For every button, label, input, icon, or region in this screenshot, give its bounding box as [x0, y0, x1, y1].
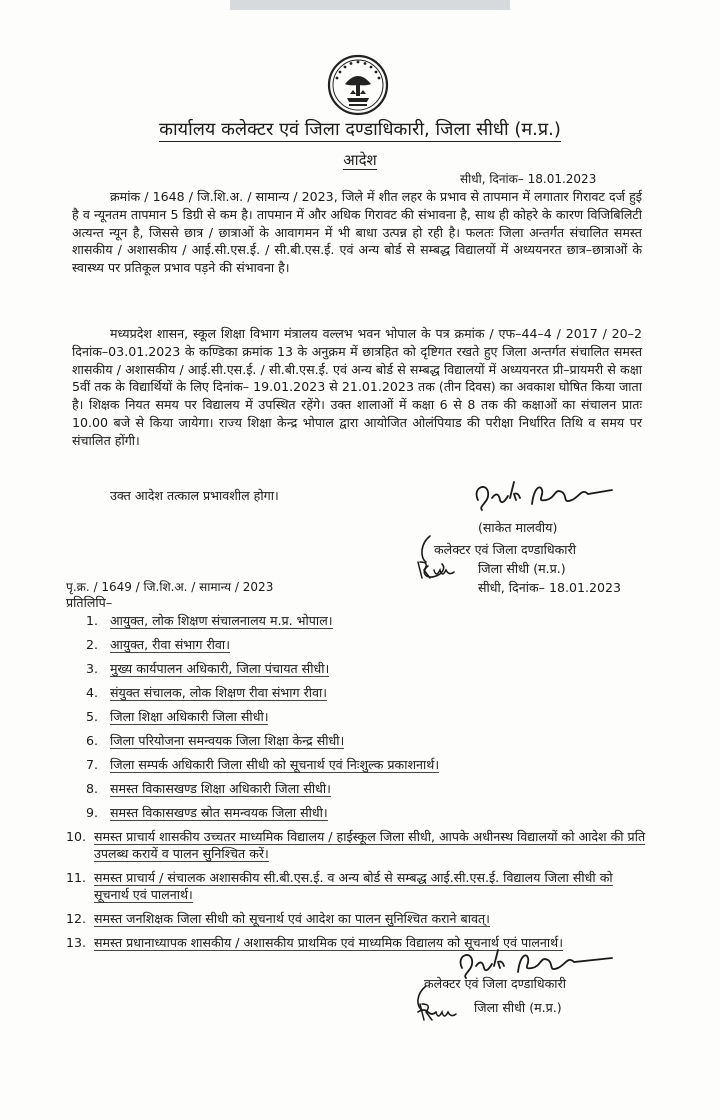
list-item: 4. संयुक्त संचालक, लोक शिक्षण रीवा संभाग रीवा। — [86, 685, 328, 700]
scan-edge-strip — [230, 0, 510, 10]
list-item: 8. समस्त विकासखण्ड शिक्षा अधिकारी जिला सीधी। — [86, 781, 331, 796]
copy-recipient-list — [66, 612, 646, 958]
signatory-designation: कलेक्टर एवं जिला दण्डाधिकारी — [434, 542, 576, 557]
list-item: 12. समस्त जनशिक्षक जिला सीधी को सूचनार्थ एवं आदेश का पालन सुनिश्चित कराने बावत्। — [66, 911, 490, 926]
signatory-name: (साकेत मालवीय) — [478, 520, 558, 535]
office-title: कार्यालय कलेक्टर एवं जिला दण्डाधिकारी, जिला सीधी (म.प्र.) — [159, 119, 561, 140]
order-heading: आदेश — [343, 151, 377, 169]
list-item: 10. समस्त प्राचार्य शासकीय उच्चतर माध्यमिक विद्यालय / हाईस्कूल जिला सीधी, आपके अधीनस्थ विद्यालयों को आदेश की प्रति उपलब्ध करायें व पालन सुनिश्चित करें। — [66, 829, 646, 861]
madhya-pradesh-emblem-icon — [327, 54, 389, 116]
list-item: 7. जिला सम्पर्क अधिकारी जिला सीधी को सूचनार्थ एवं निःशुल्क प्रकाशनार्थ। — [86, 757, 440, 772]
list-item: 9. समस्त विकासखण्ड स्रोत समन्वयक जिला सीधी। — [86, 805, 328, 820]
list-item: 13. समस्त प्रधानाध्यापक शासकीय / अशासकीय प्राथमिक एवं माध्यमिक विद्यालय को सूचनार्थ एवं पालनार्थ। — [66, 935, 563, 950]
copy-reference-number: पृ.क्र. / 1649 / जि.शि.अ. / सामान्य / 2023 — [66, 580, 274, 594]
handwritten-signature-icon — [470, 478, 620, 518]
list-item: 6. जिला परियोजना समन्वयक जिला शिक्षा केन्द्र सीधी। — [86, 733, 345, 748]
list-item: 2. आयुक्त, रीवा संभाग रीवा। — [86, 637, 230, 652]
signatory-district: जिला सीधी (म.प्र.) — [474, 1000, 562, 1015]
list-item: 11. समस्त प्राचार्य / संचालक अशासकीय सी.बी.एस.ई. व अन्य बोर्ड से सम्बद्ध आई.सी.एस.ई. विद्यालय जिला सीधी को सूचनार्थ एवं पालनार्थ। — [66, 870, 613, 902]
list-item: 5. जिला शिक्षा अधिकारी जिला सीधी। — [86, 709, 269, 724]
initials-icon — [416, 998, 460, 1024]
list-item: 3. मुख्य कार्यपालन अधिकारी, जिला पंचायत सीधी। — [86, 661, 330, 676]
signatory-date: सीधी, दिनांक– 18.01.2023 — [478, 580, 622, 595]
list-item: 1. आयुक्त, लोक शिक्षण संचालनालय म.प्र. भोपाल। — [86, 613, 333, 628]
order-paragraph-1: क्रमांक / 1648 / जि.शि.अ. / सामान्य / 2023, जिले में शीत लहर के प्रभाव से तापमान में लगातार गिरावट दर्ज हुई है व न्यूनतम तापमान 5 डिग्री से कम है। तापमान में और अधिक गिरावट की संभावना है, साथ ही कोहरे के कारण विजिबिलिटी अत्यन्त न्यून है, जिससे छात्र / छात्राओं के आवागमन में भी बाधा उत्पन्न हो रही है। फलतः जिला अन्तर्गत संचालित समस्त शासकीय / अशासकीय / आई.सी.एस.ई. / सी.बी.एस.ई. एवं अन्य बोर्ड से सम्बद्ध विद्यालयों में अध्ययनरत छात्र–छात्राओं के स्वास्थ्य पर प्रतिकूल प्रभाव पड़ने की संभावना है। — [72, 189, 642, 276]
order-date: सीधी, दिनांक– 18.01.2023 — [460, 172, 597, 186]
signatory-district: जिला सीधी (म.प्र.) — [478, 561, 566, 576]
effect-statement: उक्त आदेश तत्काल प्रभावशील होगा। — [110, 488, 279, 503]
copy-label: प्रतिलिपि– — [66, 595, 113, 610]
order-paragraph-2: मध्यप्रदेश शासन, स्कूल शिक्षा विभाग मंत्रालय वल्लभ भवन भोपाल के पत्र क्रमांक / एफ–44–4 / 2017 / 20–2 दिनांक–03.01.2023 के कण्डिका क्रमांक 13 के अनुक्रम में छात्रहित को दृष्टिगत रखते हुए जिला अन्तर्गत संचालित समस्त शासकीय / अशासकीय / आई.सी.एस.ई. / सी.बी.एस.ई. एवं अन्य बोर्ड से सम्बद्ध विद्यालयों में अध्ययनरत प्री–प्रायमरी से कक्षा 5वीं तक के विद्यार्थियों के लिए दिनांक– 19.01.2023 से 21.01.2023 तक (तीन दिवस) का अवकाश घोषित किया जाता है। शिक्षक नियत समय पर विद्यालय में उपस्थित रहेंगे। उक्त शालाओं में कक्षा 6 से 8 तक की कक्षाओं का संचालन प्रातः 10.00 बजे से किया जायेगा। राज्य शिक्षा केन्द्र भोपाल द्वारा आयोजित ओलंपियाड की परीक्षा निर्धारित तिथि व समय पर संचालित होंगी। — [72, 326, 642, 448]
signatory-designation: कलेक्टर एवं जिला दण्डाधिकारी — [424, 976, 566, 991]
initials-icon — [414, 556, 464, 582]
